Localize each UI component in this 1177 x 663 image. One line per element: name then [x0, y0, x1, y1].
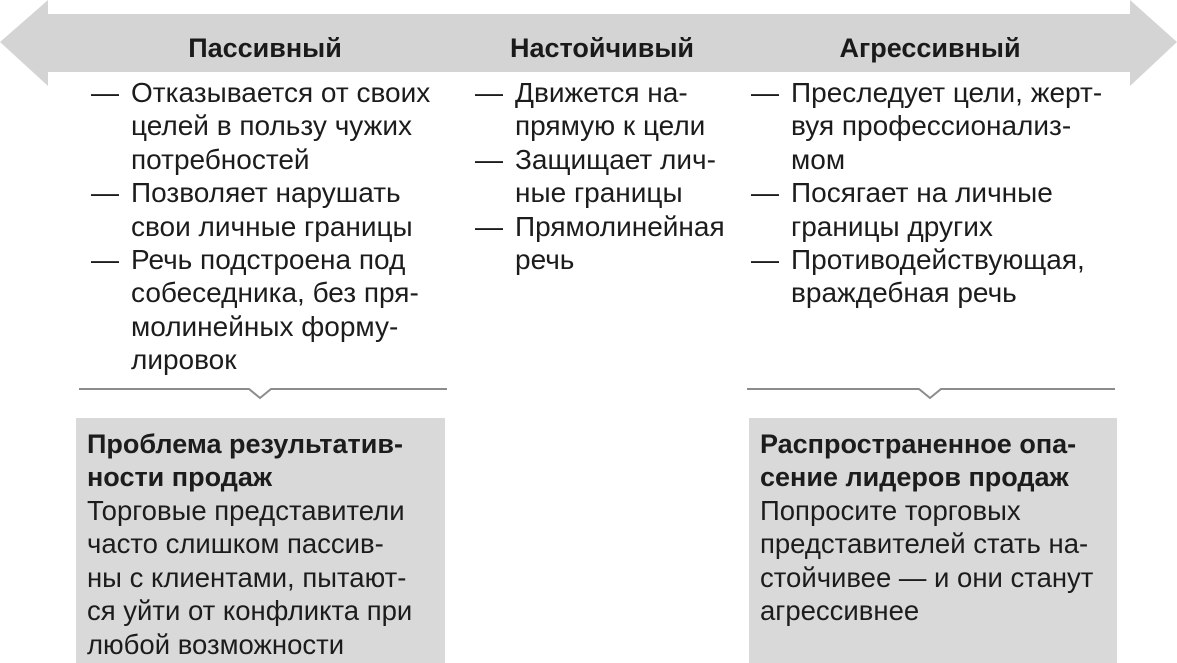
- note-body: Торговые представители часто слишком пассив- ны с клиентами, пытают- ся уйти от конфликта при любой возможности: [87, 495, 413, 660]
- note-title: Распространенное опа- сение лидеров продаж: [760, 429, 1077, 492]
- note-body: Попросите торговых представителей стать на- стойчивее — и они станут агрессивнее: [760, 495, 1094, 627]
- dash-marker: —: [91, 177, 119, 209]
- heading-assertive: Настойчивый: [509, 33, 695, 63]
- dash-marker: —: [751, 77, 779, 108]
- list-item-text: Преследует цели, жерт- вуя профессионализ- мом: [791, 77, 1103, 175]
- list-item: [91, 243, 461, 377]
- list-item: [751, 176, 1151, 243]
- passive-list: [91, 76, 461, 377]
- separator-line-left: [79, 382, 447, 402]
- dash-marker: —: [91, 77, 119, 108]
- dash-marker: —: [475, 210, 503, 242]
- note-box-passive: [76, 418, 445, 663]
- list-item-text: Движется на- прямую к цели: [515, 77, 706, 142]
- list-item-text: Прямолинейная речь: [515, 210, 725, 276]
- list-item: [751, 76, 1151, 176]
- list-item: [475, 143, 745, 210]
- dash-marker: —: [751, 244, 779, 276]
- list-item: [91, 176, 461, 243]
- arrow-top-gap: [48, 0, 1130, 14]
- dash-marker: —: [475, 77, 503, 108]
- list-item-text: Речь подстроена под собеседника, без пря- молинейных форму- лировок: [131, 244, 419, 376]
- list-item-text: Отказывается от своих целей в пользу чужих потребностей: [131, 77, 431, 175]
- separator-line-right: [747, 382, 1115, 402]
- dash-marker: —: [475, 143, 503, 175]
- list-item: [475, 210, 745, 277]
- dash-marker: —: [91, 244, 119, 276]
- list-item-text: Посягает на личные границы других: [791, 177, 1053, 242]
- note-box-aggressive: [749, 418, 1117, 663]
- heading-aggressive: Агрессивный: [839, 33, 1021, 63]
- heading-passive: Пассивный: [188, 33, 342, 63]
- dash-marker: —: [751, 177, 779, 209]
- list-item-text: Позволяет нарушать свои личные границы: [131, 177, 413, 242]
- aggressive-list: [751, 76, 1151, 310]
- list-item-text: Защищает лич- ные границы: [515, 143, 716, 209]
- note-title: Проблема результатив- ности продаж: [87, 429, 403, 492]
- list-item-text: Противодействующая, враждебная речь: [791, 244, 1085, 309]
- list-item: [91, 76, 461, 176]
- list-item: [751, 243, 1151, 310]
- list-item: [475, 76, 745, 143]
- assertive-list: [475, 76, 745, 276]
